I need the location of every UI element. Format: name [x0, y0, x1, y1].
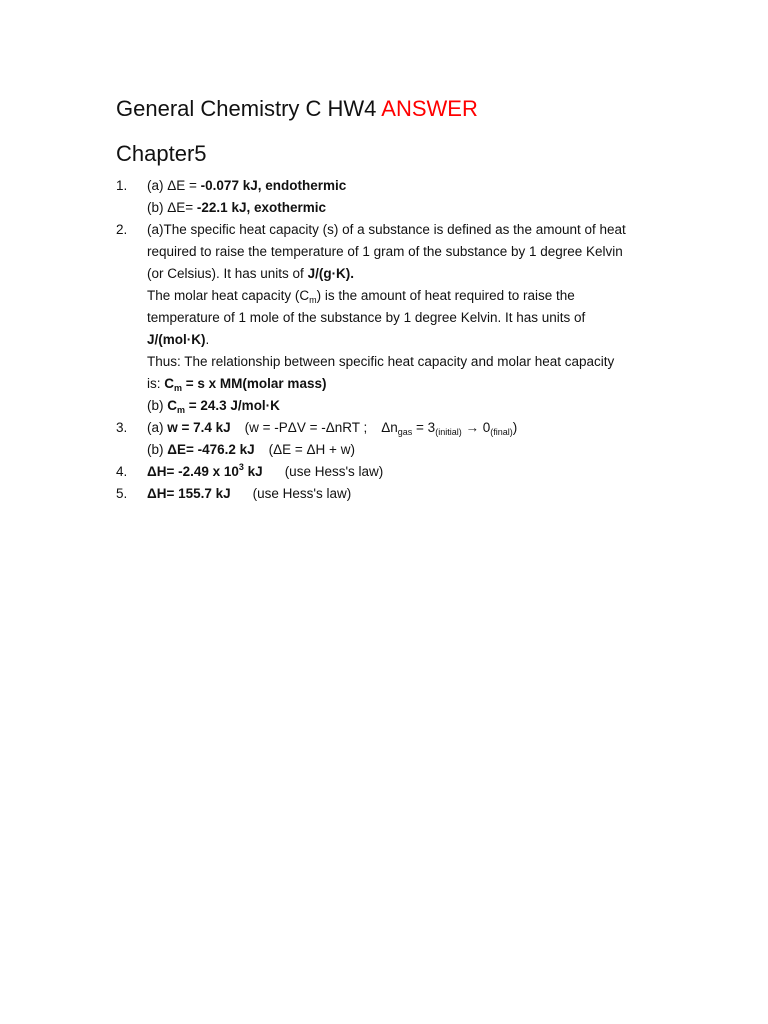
q2b-answer	[167, 398, 280, 413]
question-4	[116, 461, 676, 483]
answer-highlight: ANSWER	[381, 96, 478, 121]
q3a-answer: w = 7.4 kJ	[167, 420, 231, 435]
delta-n: Δn	[381, 420, 398, 435]
arrow-final-value: → 0	[461, 420, 491, 435]
subscript-initial: (initial)	[435, 427, 462, 437]
q2-line-6-dot: .	[205, 332, 210, 347]
question-5	[116, 483, 676, 505]
question-number: 2.	[116, 222, 128, 237]
question-number: 3.	[116, 420, 128, 435]
q3-part-a	[147, 417, 676, 439]
q2-part-b	[147, 395, 676, 417]
q3a-prefix: (a)	[147, 420, 168, 435]
q2-line-8	[147, 373, 676, 395]
title-text: General Chemistry C HW4	[116, 96, 377, 121]
q2-line-4	[147, 285, 676, 307]
q1a-answer: -0.077 kJ, endothermic	[200, 178, 347, 193]
q4-answer-line	[147, 461, 676, 483]
page-title	[116, 95, 478, 123]
q4-answer-value: ΔH= -2.49 x 10	[147, 464, 239, 479]
question-1	[116, 175, 676, 219]
question-3	[116, 417, 676, 461]
q1b-answer: -22.1 kJ, exothermic	[196, 200, 326, 215]
molar-heat-unit: J/(mol·K)	[147, 332, 206, 347]
q2-line-8-pre: is:	[147, 376, 165, 391]
q5-answer-line	[147, 483, 676, 505]
q4-note: (use Hess's law)	[284, 464, 384, 479]
close-paren: )	[512, 420, 518, 435]
q2b-answer-value: = 24.3 J/mol·K	[185, 398, 280, 413]
question-number: 1.	[116, 178, 128, 193]
formula-rest: = s x MM(molar mass)	[182, 376, 327, 391]
answer-c: C	[167, 398, 177, 413]
chapter-heading: Chapter5	[116, 141, 207, 166]
q5-note: (use Hess's law)	[252, 486, 352, 501]
q1a-prefix: (a) ΔE =	[147, 178, 201, 193]
q2b-prefix: (b)	[147, 398, 168, 413]
q4-answer	[147, 464, 263, 479]
q2-line-3-text: (or Celsius). It has units of	[147, 266, 308, 281]
q1b-prefix: (b) ΔE=	[147, 200, 197, 215]
answer-list	[116, 175, 676, 505]
q1-part-b	[147, 197, 676, 219]
q1-part-a	[147, 175, 676, 197]
question-number: 4.	[116, 464, 128, 479]
q2-line-4-pre: The molar heat capacity (C	[147, 288, 310, 303]
q2-line-5: temperature of 1 mole of the substance by 1 degree Kelvin. It has units of	[147, 310, 586, 325]
question-2	[116, 219, 676, 417]
superscript-exponent: 3	[238, 462, 244, 472]
subscript-m: m	[174, 383, 183, 393]
q4-unit: kJ	[243, 464, 263, 479]
subscript-m: m	[309, 295, 317, 305]
formula-c: C	[164, 376, 175, 391]
work-equation: (w = -PΔV = -ΔnRT ;	[244, 420, 368, 435]
q3-part-b	[147, 439, 676, 461]
q5-answer: ΔH= 155.7 kJ	[147, 486, 231, 501]
q3b-answer: ΔE= -476.2 kJ	[167, 442, 255, 457]
subscript-final: (final)	[490, 427, 513, 437]
q2-line-7: Thus: The relationship between specific heat capacity and molar heat capacity	[147, 354, 615, 369]
delta-n-gas	[381, 420, 517, 435]
initial-value: = 3	[412, 420, 436, 435]
q3b-note: (ΔE = ΔH + w)	[268, 442, 355, 457]
subscript-m: m	[177, 405, 186, 415]
relationship-formula	[164, 376, 326, 391]
question-number: 5.	[116, 486, 128, 501]
q2-line-3	[147, 263, 676, 285]
q2-line-2: required to raise the temperature of 1 gram of the substance by 1 degree Kelvin	[147, 244, 623, 259]
q3b-prefix: (b)	[147, 442, 168, 457]
subscript-gas: gas	[397, 427, 413, 437]
q2-line-6	[147, 329, 676, 351]
q2-line-1: (a)The specific heat capacity (s) of a substance is defined as the amount of heat	[147, 222, 626, 237]
q2-line-4-post: ) is the amount of heat required to raise the	[316, 288, 575, 303]
specific-heat-unit: J/(g·K).	[307, 266, 355, 281]
